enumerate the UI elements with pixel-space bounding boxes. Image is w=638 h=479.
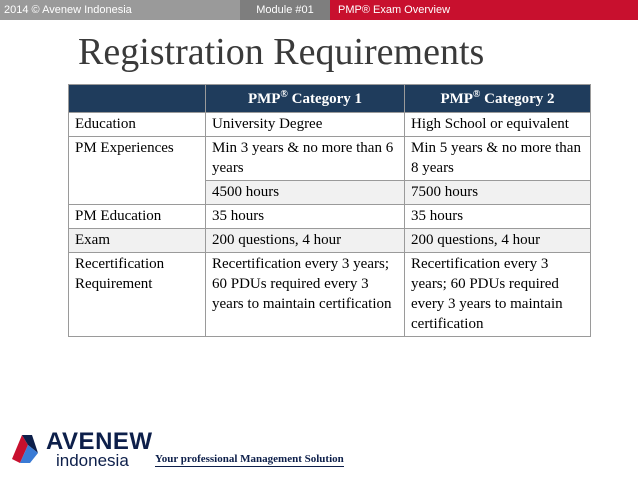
logo-mark-icon <box>8 429 48 469</box>
section-label: PMP® Exam Overview <box>330 0 638 20</box>
logo-name: AVENEW <box>46 428 153 455</box>
table-row <box>69 229 591 253</box>
header-category-2-pmp: PMP <box>440 90 473 107</box>
row-label: Exam <box>69 229 206 253</box>
cell-category-1: 200 questions, 4 hour <box>206 229 405 253</box>
row-label <box>69 181 206 205</box>
table-row <box>69 181 591 205</box>
cell-category-1: 35 hours <box>206 205 405 229</box>
cell-category-2: Recertification every 3 years; 60 PDUs required every 3 years to maintain certification <box>405 253 591 337</box>
row-label: PM Experiences <box>69 137 206 181</box>
logo-subname: indonesia <box>56 451 129 470</box>
cell-category-1: 4500 hours <box>206 181 405 205</box>
registered-mark: ® <box>280 88 288 100</box>
cell-category-1: University Degree <box>206 113 405 137</box>
table-row <box>69 113 591 137</box>
row-label: Recertification Requirement <box>69 253 206 337</box>
cell-category-1: Min 3 years & no more than 6 years <box>206 137 405 181</box>
top-banner <box>0 0 638 20</box>
header-category-1-pmp: PMP <box>247 90 281 107</box>
avenew-logo <box>8 428 153 470</box>
cell-category-2: 35 hours <box>405 205 591 229</box>
page-title: Registration Requirements <box>78 31 485 73</box>
row-label: PM Education <box>69 205 206 229</box>
copyright-text: 2014 © Avenew Indonesia <box>0 0 240 20</box>
cell-category-2: High School or equivalent <box>405 113 591 137</box>
cell-category-2: 200 questions, 4 hour <box>405 229 591 253</box>
table-header-row <box>69 85 591 113</box>
module-label: Module #01 <box>240 0 330 20</box>
header-category-2-label: Category 2 <box>480 90 555 107</box>
table-row <box>69 205 591 229</box>
header-category-1-label: Category 1 <box>287 90 363 107</box>
tagline: Your professional Management Solution <box>155 453 344 465</box>
header-category-1 <box>206 85 405 113</box>
registered-mark: ® <box>472 88 481 100</box>
cell-category-2: 7500 hours <box>405 181 591 205</box>
header-empty-cell <box>69 85 206 113</box>
table-row <box>69 253 591 337</box>
header-category-2 <box>405 85 591 113</box>
row-label: Education <box>69 113 206 137</box>
requirements-table <box>68 84 591 337</box>
cell-category-1: Recertification every 3 years; 60 PDUs required every 3 years to maintain certification <box>206 253 405 337</box>
table-row <box>69 137 591 181</box>
cell-category-2: Min 5 years & no more than 8 years <box>405 137 591 181</box>
